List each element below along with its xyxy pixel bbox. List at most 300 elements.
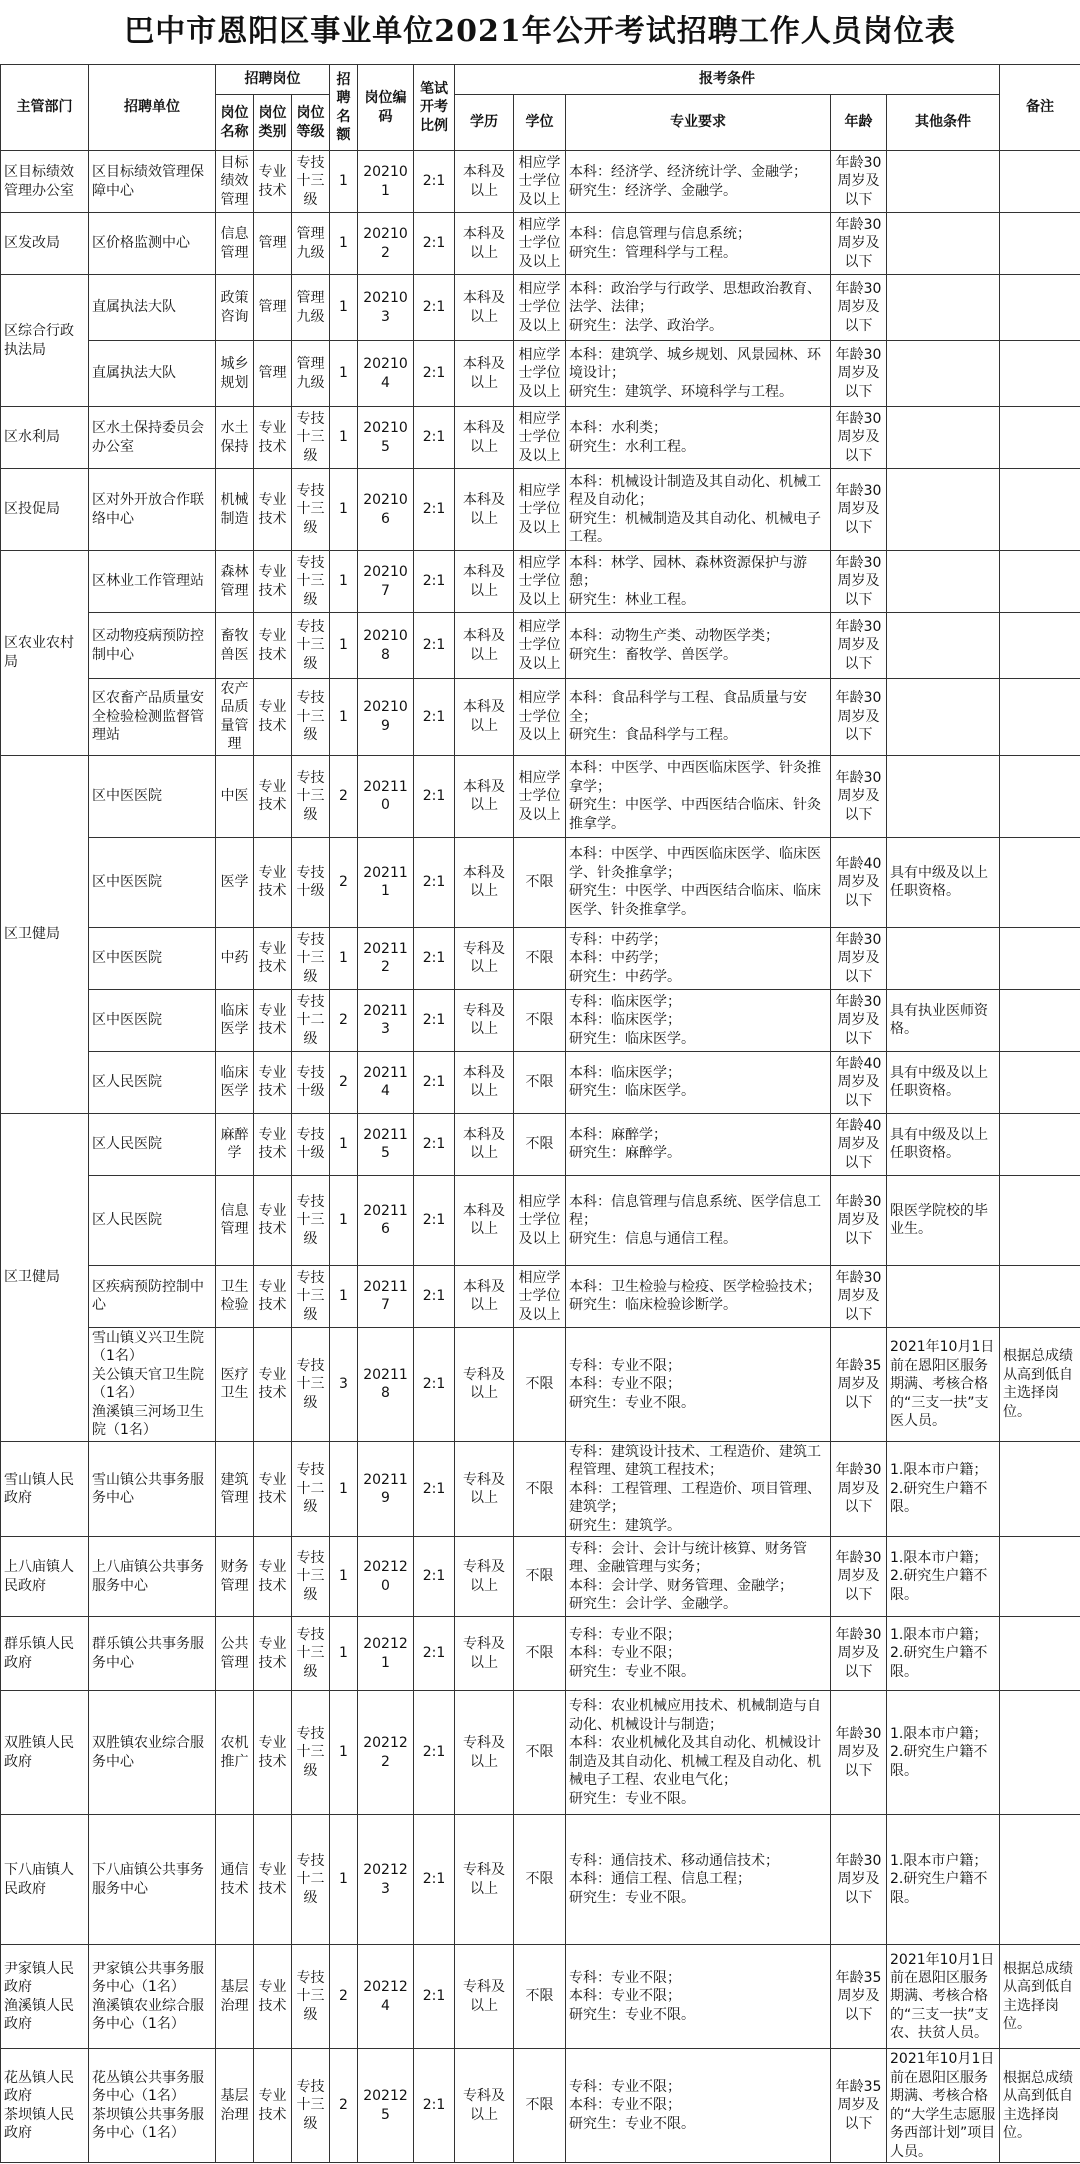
count-cell: 1 bbox=[330, 1265, 358, 1327]
edu-cell: 本科及以上 bbox=[455, 1113, 514, 1175]
note-cell bbox=[1000, 1265, 1080, 1327]
post-level-cell: 专技十三级 bbox=[292, 469, 330, 551]
code-cell: 202109 bbox=[358, 679, 414, 756]
unit-cell: 区中医医院 bbox=[89, 989, 216, 1051]
degree-cell: 相应学士学位及以上 bbox=[514, 551, 566, 613]
major-cell: 专科：专业不限； 本科：专业不限； 研究生：专业不限。 bbox=[566, 1945, 831, 2049]
degree-cell: 相应学士学位及以上 bbox=[514, 407, 566, 469]
degree-cell: 不限 bbox=[514, 1051, 566, 1113]
count-cell: 1 bbox=[330, 1441, 358, 1536]
ratio-cell: 2:1 bbox=[414, 927, 455, 989]
ratio-cell: 2:1 bbox=[414, 1051, 455, 1113]
edu-cell: 本科及以上 bbox=[455, 1051, 514, 1113]
edu-cell: 本科及以上 bbox=[455, 341, 514, 407]
header-post-type: 岗位类别 bbox=[254, 95, 292, 151]
count-cell: 1 bbox=[330, 469, 358, 551]
major-cell: 本科：中医学、中西医临床医学、针灸推拿学； 研究生：中医学、中西医结合临床、针灸推拿学。 bbox=[566, 755, 831, 837]
count-cell: 2 bbox=[330, 837, 358, 927]
ratio-cell: 2:1 bbox=[414, 2049, 455, 2163]
header-major: 专业要求 bbox=[566, 95, 831, 151]
post-type-cell: 专业技术 bbox=[254, 1327, 292, 1441]
unit-cell: 雪山镇义兴卫生院（1名） 关公镇天官卫生院（1名） 渔溪镇三河场卫生院（1名） bbox=[89, 1327, 216, 1441]
major-cell: 专科：建筑设计技术、工程造价、建筑工程管理、建筑工程技术； 本科：工程管理、工程造价、项目管理、建筑学； 研究生：建筑学。 bbox=[566, 1441, 831, 1536]
age-cell: 年龄30周岁及以下 bbox=[831, 1175, 887, 1265]
unit-cell: 区人民医院 bbox=[89, 1175, 216, 1265]
dept-cell: 区卫健局 bbox=[1, 1113, 89, 1441]
table-row bbox=[1, 1815, 1080, 1945]
post-level-cell: 专技十三级 bbox=[292, 927, 330, 989]
unit-cell: 直属执法大队 bbox=[89, 275, 216, 341]
degree-cell: 不限 bbox=[514, 989, 566, 1051]
post-type-cell: 专业技术 bbox=[254, 1617, 292, 1691]
other-cell: 1.限本市户籍； 2.研究生户籍不限。 bbox=[887, 1441, 1000, 1536]
age-cell: 年龄40周岁及以下 bbox=[831, 837, 887, 927]
degree-cell: 不限 bbox=[514, 837, 566, 927]
unit-cell: 区人民医院 bbox=[89, 1051, 216, 1113]
code-cell: 202115 bbox=[358, 1113, 414, 1175]
post-type-cell: 专业技术 bbox=[254, 679, 292, 756]
post-level-cell: 专技十三级 bbox=[292, 1945, 330, 2049]
post-type-cell: 管理 bbox=[254, 275, 292, 341]
table-row bbox=[1, 2049, 1080, 2163]
note-cell bbox=[1000, 755, 1080, 837]
major-cell: 专科：会计、会计与统计核算、财务管理、金融管理与实务； 本科：会计学、财务管理、金融学； 研究生：会计学、金融学。 bbox=[566, 1537, 831, 1617]
dept-cell: 区投促局 bbox=[1, 469, 89, 551]
age-cell: 年龄30周岁及以下 bbox=[831, 1265, 887, 1327]
post-name-cell: 农机推广 bbox=[216, 1691, 254, 1815]
table-row bbox=[1, 755, 1080, 837]
dept-cell: 花丛镇人民政府 茶坝镇人民政府 bbox=[1, 2049, 89, 2163]
major-cell: 本科：临床医学； 研究生：临床医学。 bbox=[566, 1051, 831, 1113]
age-cell: 年龄30周岁及以下 bbox=[831, 989, 887, 1051]
major-cell: 专科：专业不限； 本科：专业不限； 研究生：专业不限。 bbox=[566, 2049, 831, 2163]
other-cell: 2021年10月1日前在恩阳区服务期满、考核合格的“大学生志愿服务西部计划”项目人员。 bbox=[887, 2049, 1000, 2163]
age-cell: 年龄40周岁及以下 bbox=[831, 1051, 887, 1113]
code-cell: 202108 bbox=[358, 613, 414, 679]
degree-cell: 不限 bbox=[514, 1113, 566, 1175]
age-cell: 年龄30周岁及以下 bbox=[831, 1691, 887, 1815]
count-cell: 2 bbox=[330, 989, 358, 1051]
table-row bbox=[1, 1113, 1080, 1175]
ratio-cell: 2:1 bbox=[414, 989, 455, 1051]
other-cell: 具有中级及以上任职资格。 bbox=[887, 1051, 1000, 1113]
header-post-group: 招聘岗位 bbox=[216, 65, 330, 95]
post-level-cell: 管理九级 bbox=[292, 341, 330, 407]
edu-cell: 本科及以上 bbox=[455, 837, 514, 927]
edu-cell: 本科及以上 bbox=[455, 213, 514, 275]
age-cell: 年龄30周岁及以下 bbox=[831, 755, 887, 837]
major-cell: 专科：专业不限； 本科：专业不限； 研究生：专业不限。 bbox=[566, 1617, 831, 1691]
post-name-cell: 农产品质量管理 bbox=[216, 679, 254, 756]
dept-cell: 尹家镇人民政府 渔溪镇人民政府 bbox=[1, 1945, 89, 2049]
count-cell: 1 bbox=[330, 275, 358, 341]
other-cell bbox=[887, 213, 1000, 275]
other-cell bbox=[887, 275, 1000, 341]
degree-cell: 相应学士学位及以上 bbox=[514, 275, 566, 341]
unit-cell: 群乐镇公共事务服务中心 bbox=[89, 1617, 216, 1691]
ratio-cell: 2:1 bbox=[414, 837, 455, 927]
table-row bbox=[1, 1327, 1080, 1441]
other-cell: 2021年10月1日前在恩阳区服务期满、考核合格的“三支一扶”支农、扶贫人员。 bbox=[887, 1945, 1000, 2049]
post-name-cell: 森林管理 bbox=[216, 551, 254, 613]
unit-cell: 区农畜产品质量安全检验检测监督管理站 bbox=[89, 679, 216, 756]
post-type-cell: 专业技术 bbox=[254, 1815, 292, 1945]
header-post-name: 岗位名称 bbox=[216, 95, 254, 151]
table-row bbox=[1, 213, 1080, 275]
post-name-cell: 医学 bbox=[216, 837, 254, 927]
count-cell: 2 bbox=[330, 1051, 358, 1113]
code-cell: 202103 bbox=[358, 275, 414, 341]
major-cell: 本科：动物生产类、动物医学类； 研究生：畜牧学、兽医学。 bbox=[566, 613, 831, 679]
ratio-cell: 2:1 bbox=[414, 469, 455, 551]
other-cell: 具有中级及以上任职资格。 bbox=[887, 1113, 1000, 1175]
other-cell: 2021年10月1日前在恩阳区服务期满、考核合格的“三支一扶”支医人员。 bbox=[887, 1327, 1000, 1441]
post-type-cell: 专业技术 bbox=[254, 1537, 292, 1617]
table-row bbox=[1, 1175, 1080, 1265]
count-cell: 2 bbox=[330, 1945, 358, 2049]
post-type-cell: 专业技术 bbox=[254, 1265, 292, 1327]
post-type-cell: 管理 bbox=[254, 341, 292, 407]
count-cell: 2 bbox=[330, 2049, 358, 2163]
post-type-cell: 专业技术 bbox=[254, 407, 292, 469]
code-cell: 202124 bbox=[358, 1945, 414, 2049]
degree-cell: 相应学士学位及以上 bbox=[514, 213, 566, 275]
table-row bbox=[1, 275, 1080, 341]
major-cell: 本科：水利类； 研究生：水利工程。 bbox=[566, 407, 831, 469]
age-cell: 年龄30周岁及以下 bbox=[831, 213, 887, 275]
unit-cell: 区中医医院 bbox=[89, 927, 216, 989]
other-cell bbox=[887, 551, 1000, 613]
code-cell: 202113 bbox=[358, 989, 414, 1051]
post-type-cell: 专业技术 bbox=[254, 1945, 292, 2049]
major-cell: 本科：建筑学、城乡规划、风景园林、环境设计； 研究生：建筑学、环境科学与工程。 bbox=[566, 341, 831, 407]
major-cell: 专科：中药学； 本科：中药学； 研究生：中药学。 bbox=[566, 927, 831, 989]
ratio-cell: 2:1 bbox=[414, 341, 455, 407]
note-cell bbox=[1000, 1815, 1080, 1945]
table-row bbox=[1, 1945, 1080, 2049]
table-row bbox=[1, 1691, 1080, 1815]
code-cell: 202102 bbox=[358, 213, 414, 275]
dept-cell: 群乐镇人民政府 bbox=[1, 1617, 89, 1691]
post-name-cell: 医疗卫生 bbox=[216, 1327, 254, 1441]
other-cell: 1.限本市户籍； 2.研究生户籍不限。 bbox=[887, 1617, 1000, 1691]
note-cell bbox=[1000, 469, 1080, 551]
unit-cell: 区林业工作管理站 bbox=[89, 551, 216, 613]
post-level-cell: 专技十级 bbox=[292, 1113, 330, 1175]
code-cell: 202104 bbox=[358, 341, 414, 407]
edu-cell: 本科及以上 bbox=[455, 755, 514, 837]
post-level-cell: 专技十级 bbox=[292, 1051, 330, 1113]
header-ratio: 笔试开考比例 bbox=[414, 65, 455, 151]
code-cell: 202107 bbox=[358, 551, 414, 613]
major-cell: 本科：政治学与行政学、思想政治教育、法学、法律； 研究生：法学、政治学。 bbox=[566, 275, 831, 341]
ratio-cell: 2:1 bbox=[414, 1617, 455, 1691]
degree-cell: 相应学士学位及以上 bbox=[514, 1265, 566, 1327]
dept-cell: 下八庙镇人民政府 bbox=[1, 1815, 89, 1945]
post-level-cell: 专技十二级 bbox=[292, 989, 330, 1051]
table-row bbox=[1, 927, 1080, 989]
major-cell: 本科：信息管理与信息系统； 研究生：管理科学与工程。 bbox=[566, 213, 831, 275]
age-cell: 年龄30周岁及以下 bbox=[831, 1815, 887, 1945]
major-cell: 本科：食品科学与工程、食品质量与安全； 研究生：食品科学与工程。 bbox=[566, 679, 831, 756]
table-row bbox=[1, 1051, 1080, 1113]
post-type-cell: 专业技术 bbox=[254, 837, 292, 927]
degree-cell: 不限 bbox=[514, 1617, 566, 1691]
edu-cell: 专科及以上 bbox=[455, 1691, 514, 1815]
other-cell bbox=[887, 755, 1000, 837]
degree-cell: 不限 bbox=[514, 1815, 566, 1945]
post-name-cell: 水土保持 bbox=[216, 407, 254, 469]
post-name-cell: 中药 bbox=[216, 927, 254, 989]
ratio-cell: 2:1 bbox=[414, 1815, 455, 1945]
unit-cell: 双胜镇农业综合服务中心 bbox=[89, 1691, 216, 1815]
age-cell: 年龄30周岁及以下 bbox=[831, 613, 887, 679]
degree-cell: 不限 bbox=[514, 1441, 566, 1536]
post-name-cell: 畜牧兽医 bbox=[216, 613, 254, 679]
ratio-cell: 2:1 bbox=[414, 407, 455, 469]
major-cell: 本科：中医学、中西医临床医学、临床医学、针灸推拿学； 研究生：中医学、中西医结合临床、临床医学、针灸推拿学。 bbox=[566, 837, 831, 927]
header-edu: 学历 bbox=[455, 95, 514, 151]
post-name-cell: 卫生检验 bbox=[216, 1265, 254, 1327]
age-cell: 年龄30周岁及以下 bbox=[831, 151, 887, 213]
edu-cell: 本科及以上 bbox=[455, 1175, 514, 1265]
dept-cell: 雪山镇人民政府 bbox=[1, 1441, 89, 1536]
count-cell: 1 bbox=[330, 1113, 358, 1175]
degree-cell: 相应学士学位及以上 bbox=[514, 151, 566, 213]
post-level-cell: 专技十三级 bbox=[292, 1327, 330, 1441]
code-cell: 202114 bbox=[358, 1051, 414, 1113]
count-cell: 1 bbox=[330, 613, 358, 679]
edu-cell: 本科及以上 bbox=[455, 469, 514, 551]
post-type-cell: 专业技术 bbox=[254, 989, 292, 1051]
count-cell: 1 bbox=[330, 1175, 358, 1265]
post-name-cell: 机械制造 bbox=[216, 469, 254, 551]
dept-cell: 区农业农村局 bbox=[1, 551, 89, 756]
age-cell: 年龄30周岁及以下 bbox=[831, 551, 887, 613]
age-cell: 年龄30周岁及以下 bbox=[831, 679, 887, 756]
recruitment-table bbox=[0, 64, 1080, 2163]
other-cell bbox=[887, 1265, 1000, 1327]
ratio-cell: 2:1 bbox=[414, 1113, 455, 1175]
post-type-cell: 专业技术 bbox=[254, 551, 292, 613]
edu-cell: 本科及以上 bbox=[455, 1265, 514, 1327]
major-cell: 本科：林学、园林、森林资源保护与游憩； 研究生：林业工程。 bbox=[566, 551, 831, 613]
unit-cell: 区价格监测中心 bbox=[89, 213, 216, 275]
ratio-cell: 2:1 bbox=[414, 551, 455, 613]
age-cell: 年龄35周岁及以下 bbox=[831, 1945, 887, 2049]
ratio-cell: 2:1 bbox=[414, 613, 455, 679]
other-cell bbox=[887, 341, 1000, 407]
post-type-cell: 专业技术 bbox=[254, 1113, 292, 1175]
ratio-cell: 2:1 bbox=[414, 679, 455, 756]
unit-cell: 雪山镇公共事务服务中心 bbox=[89, 1441, 216, 1536]
note-cell bbox=[1000, 1691, 1080, 1815]
count-cell: 1 bbox=[330, 1537, 358, 1617]
age-cell: 年龄30周岁及以下 bbox=[831, 341, 887, 407]
header-unit: 招聘单位 bbox=[89, 65, 216, 151]
dept-cell: 区发改局 bbox=[1, 213, 89, 275]
post-type-cell: 专业技术 bbox=[254, 927, 292, 989]
age-cell: 年龄30周岁及以下 bbox=[831, 1537, 887, 1617]
note-cell bbox=[1000, 613, 1080, 679]
degree-cell: 相应学士学位及以上 bbox=[514, 755, 566, 837]
unit-cell: 区人民医院 bbox=[89, 1113, 216, 1175]
header-code: 岗位编码 bbox=[358, 65, 414, 151]
edu-cell: 专科及以上 bbox=[455, 1617, 514, 1691]
code-cell: 202123 bbox=[358, 1815, 414, 1945]
post-level-cell: 专技十三级 bbox=[292, 1691, 330, 1815]
count-cell: 1 bbox=[330, 407, 358, 469]
header-req-group: 报考条件 bbox=[455, 65, 1000, 95]
edu-cell: 本科及以上 bbox=[455, 151, 514, 213]
post-name-cell: 政策咨询 bbox=[216, 275, 254, 341]
code-cell: 202101 bbox=[358, 151, 414, 213]
edu-cell: 本科及以上 bbox=[455, 551, 514, 613]
edu-cell: 专科及以上 bbox=[455, 1537, 514, 1617]
note-cell: 根据总成绩从高到低自主选择岗位。 bbox=[1000, 2049, 1080, 2163]
code-cell: 202116 bbox=[358, 1175, 414, 1265]
table-row bbox=[1, 1617, 1080, 1691]
count-cell: 1 bbox=[330, 213, 358, 275]
ratio-cell: 2:1 bbox=[414, 151, 455, 213]
post-level-cell: 专技十三级 bbox=[292, 551, 330, 613]
code-cell: 202125 bbox=[358, 2049, 414, 2163]
table-row bbox=[1, 151, 1080, 213]
edu-cell: 本科及以上 bbox=[455, 275, 514, 341]
post-level-cell: 管理九级 bbox=[292, 213, 330, 275]
unit-cell: 直属执法大队 bbox=[89, 341, 216, 407]
post-level-cell: 专技十三级 bbox=[292, 613, 330, 679]
post-level-cell: 专技十三级 bbox=[292, 407, 330, 469]
unit-cell: 区对外开放合作联络中心 bbox=[89, 469, 216, 551]
degree-cell: 不限 bbox=[514, 1691, 566, 1815]
count-cell: 1 bbox=[330, 1815, 358, 1945]
major-cell: 本科：经济学、经济统计学、金融学； 研究生：经济学、金融学。 bbox=[566, 151, 831, 213]
post-name-cell: 目标绩效管理 bbox=[216, 151, 254, 213]
code-cell: 202122 bbox=[358, 1691, 414, 1815]
edu-cell: 专科及以上 bbox=[455, 989, 514, 1051]
degree-cell: 相应学士学位及以上 bbox=[514, 469, 566, 551]
age-cell: 年龄30周岁及以下 bbox=[831, 407, 887, 469]
code-cell: 202118 bbox=[358, 1327, 414, 1441]
edu-cell: 本科及以上 bbox=[455, 407, 514, 469]
other-cell bbox=[887, 407, 1000, 469]
count-cell: 1 bbox=[330, 551, 358, 613]
other-cell: 具有执业医师资格。 bbox=[887, 989, 1000, 1051]
header-note: 备注 bbox=[1000, 65, 1080, 151]
header-post-level: 岗位等级 bbox=[292, 95, 330, 151]
ratio-cell: 2:1 bbox=[414, 1537, 455, 1617]
note-cell bbox=[1000, 927, 1080, 989]
note-cell: 根据总成绩从高到低自主选择岗位。 bbox=[1000, 1327, 1080, 1441]
age-cell: 年龄35周岁及以下 bbox=[831, 1327, 887, 1441]
dept-cell: 区综合行政执法局 bbox=[1, 275, 89, 407]
major-cell: 专科：通信技术、移动通信技术； 本科：通信工程、信息工程； 研究生：专业不限。 bbox=[566, 1815, 831, 1945]
other-cell bbox=[887, 613, 1000, 679]
post-name-cell: 麻醉学 bbox=[216, 1113, 254, 1175]
other-cell: 具有中级及以上任职资格。 bbox=[887, 837, 1000, 927]
count-cell: 1 bbox=[330, 1691, 358, 1815]
table-row bbox=[1, 1441, 1080, 1536]
code-cell: 202105 bbox=[358, 407, 414, 469]
table-row bbox=[1, 989, 1080, 1051]
edu-cell: 专科及以上 bbox=[455, 1945, 514, 2049]
degree-cell: 相应学士学位及以上 bbox=[514, 679, 566, 756]
post-level-cell: 专技十二级 bbox=[292, 1441, 330, 1536]
major-cell: 专科：临床医学； 本科：临床医学； 研究生：临床医学。 bbox=[566, 989, 831, 1051]
header-age: 年龄 bbox=[831, 95, 887, 151]
edu-cell: 专科及以上 bbox=[455, 1441, 514, 1536]
note-cell bbox=[1000, 837, 1080, 927]
note-cell bbox=[1000, 679, 1080, 756]
degree-cell: 不限 bbox=[514, 1945, 566, 2049]
post-type-cell: 管理 bbox=[254, 213, 292, 275]
other-cell bbox=[887, 927, 1000, 989]
code-cell: 202106 bbox=[358, 469, 414, 551]
table-row bbox=[1, 613, 1080, 679]
post-type-cell: 专业技术 bbox=[254, 1175, 292, 1265]
note-cell bbox=[1000, 1441, 1080, 1536]
other-cell: 限医学院校的毕业生。 bbox=[887, 1175, 1000, 1265]
ratio-cell: 2:1 bbox=[414, 1327, 455, 1441]
note-cell bbox=[1000, 551, 1080, 613]
post-level-cell: 专技十三级 bbox=[292, 2049, 330, 2163]
post-name-cell: 信息管理 bbox=[216, 213, 254, 275]
table-row bbox=[1, 341, 1080, 407]
edu-cell: 专科及以上 bbox=[455, 2049, 514, 2163]
unit-cell: 区目标绩效管理保障中心 bbox=[89, 151, 216, 213]
age-cell: 年龄40周岁及以下 bbox=[831, 1113, 887, 1175]
table-row bbox=[1, 1537, 1080, 1617]
degree-cell: 不限 bbox=[514, 2049, 566, 2163]
table-row bbox=[1, 407, 1080, 469]
note-cell bbox=[1000, 1617, 1080, 1691]
unit-cell: 区动物疫病预防控制中心 bbox=[89, 613, 216, 679]
page-title: 巴中市恩阳区事业单位2021年公开考试招聘工作人员岗位表 bbox=[124, 14, 956, 49]
note-cell bbox=[1000, 341, 1080, 407]
count-cell: 3 bbox=[330, 1327, 358, 1441]
count-cell: 2 bbox=[330, 755, 358, 837]
ratio-cell: 2:1 bbox=[414, 1265, 455, 1327]
post-name-cell: 公共管理 bbox=[216, 1617, 254, 1691]
header-other: 其他条件 bbox=[887, 95, 1000, 151]
note-cell bbox=[1000, 1175, 1080, 1265]
code-cell: 202110 bbox=[358, 755, 414, 837]
edu-cell: 本科及以上 bbox=[455, 613, 514, 679]
unit-cell: 区中医医院 bbox=[89, 755, 216, 837]
unit-cell: 上八庙镇公共事务服务中心 bbox=[89, 1537, 216, 1617]
code-cell: 202112 bbox=[358, 927, 414, 989]
post-name-cell: 城乡规划 bbox=[216, 341, 254, 407]
post-level-cell: 专技十三级 bbox=[292, 151, 330, 213]
degree-cell: 不限 bbox=[514, 927, 566, 989]
other-cell bbox=[887, 679, 1000, 756]
note-cell bbox=[1000, 407, 1080, 469]
post-type-cell: 专业技术 bbox=[254, 151, 292, 213]
note-cell bbox=[1000, 151, 1080, 213]
edu-cell: 专科及以上 bbox=[455, 1327, 514, 1441]
ratio-cell: 2:1 bbox=[414, 213, 455, 275]
count-cell: 1 bbox=[330, 341, 358, 407]
degree-cell: 相应学士学位及以上 bbox=[514, 613, 566, 679]
degree-cell: 不限 bbox=[514, 1327, 566, 1441]
other-cell: 1.限本市户籍； 2.研究生户籍不限。 bbox=[887, 1815, 1000, 1945]
count-cell: 1 bbox=[330, 679, 358, 756]
other-cell: 1.限本市户籍； 2.研究生户籍不限。 bbox=[887, 1691, 1000, 1815]
major-cell: 本科：信息管理与信息系统、医学信息工程； 研究生：信息与通信工程。 bbox=[566, 1175, 831, 1265]
age-cell: 年龄30周岁及以下 bbox=[831, 927, 887, 989]
post-type-cell: 专业技术 bbox=[254, 1441, 292, 1536]
